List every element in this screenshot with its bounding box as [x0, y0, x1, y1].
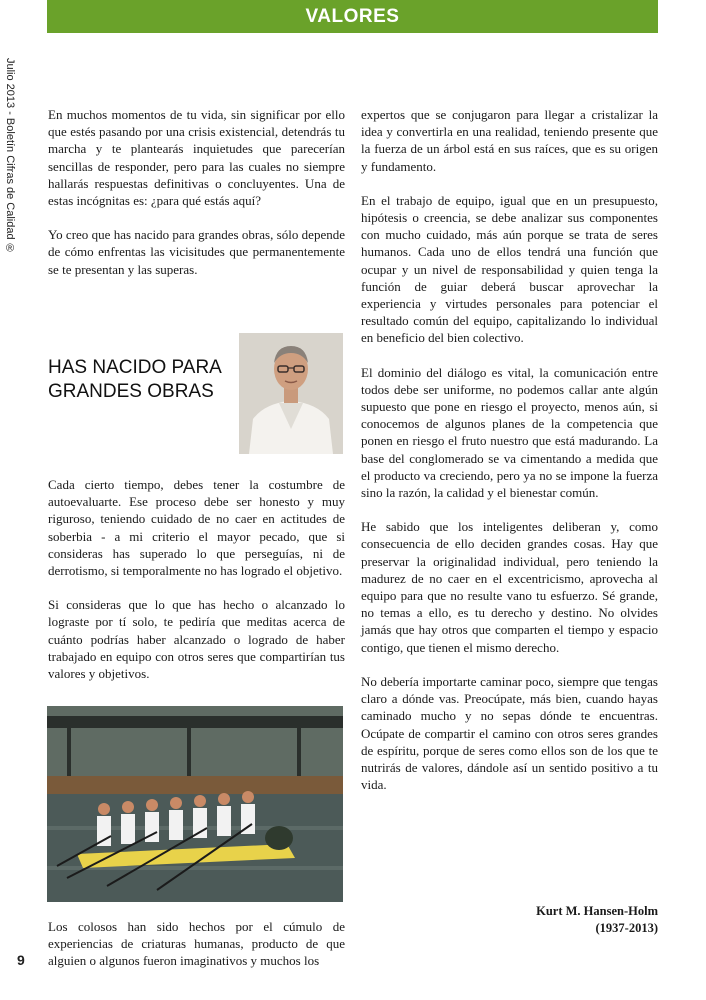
- paragraph: Cada cierto tiempo, debes tener la costumbre de autoevaluarte. Ese proceso debe ser honesto y muy riguroso, teniendo cuidado de no caer en actitudes de soberbia - a mi criterio el mayor pecado, que si consideras has superado lo que perseguías, ni de derrotismo, si temporalmente no has logrado el objetivo.: [48, 477, 345, 579]
- author-name: Kurt M. Hansen-Holm: [536, 904, 658, 918]
- paragraph: En el trabajo de equipo, igual que en un presupuesto, hipótesis o creencia, se debe analizar sus componentes con mucho cuidado, más aún porque se trata de seres humanos. Cada uno de ellos tendrá una función que ocupar y un nivel de responsabilidad y quien tenga la función de guiar deberá buscar aprovechar la experiencia y virtudes personales para potenciar el resultado común del equipo, capitalizando lo individual en beneficio del bien colectivo.: [361, 192, 658, 346]
- rowing-team-photo: [47, 706, 343, 902]
- page-number: 9: [17, 952, 25, 968]
- right-column: [361, 106, 658, 793]
- author-portrait-photo: [239, 333, 343, 454]
- section-header-bar: [47, 0, 658, 33]
- section-title: VALORES: [305, 5, 400, 27]
- paragraph: Los colosos han sido hechos por el cúmulo de experiencias de criaturas humanas, producto de que alguien o algunos fueron imaginativos y muchos los: [48, 919, 345, 969]
- left-column-top: [48, 106, 345, 278]
- paragraph: El dominio del diálogo es vital, la comunicación entre todos debe ser uniforme, no podemos callar ante algún supuesto que pone en riesgo el proyecto, menos aún, si conocemos de algunos planes de la competencia que ponen en riesgo el fruto nuestro que está madurando. La base del conglomerado se va cimentando a medida que el producto va creciendo, pero ya no se impone la fuerza sino la razón, la calidad y el bienestar común.: [361, 364, 658, 501]
- paragraph: No debería importarte caminar poco, siempre que tengas claro a dónde vas. Preocúpate, más bien, cuando hayas caminado mucho y no sepas dónde te encuentras. Ocúpate de compartir el camino con otros seres grandes de espíritu, porque de seres como ellos son de los que te nutrirás de valores, dándole así un sentido positivo a tu vida.: [361, 673, 658, 793]
- article-heading: HAS NACIDO PARA GRANDES OBRAS: [48, 357, 221, 402]
- paragraph: Si consideras que lo que has hecho o alcanzado lo lograste por tí solo, te pediría que meditas acerca de cuánto podrías haber alcanzado o logrado de haber trabajado en equipo con otros seres que compartirían tus valores y objetivos.: [48, 597, 345, 682]
- author-years: (1937-2013): [595, 921, 658, 935]
- paragraph: En muchos momentos de tu vida, sin significar por ello que estés pasando por una crisis existencial, detendrás tu marcha y te plantearás inquietudes que parecerían sencillas de responder, pero para las cuales no siempre hallarás respuestas definitivas o concluyentes. Una de estas incógnitas es: ¿para qué estás aquí?: [48, 107, 345, 209]
- left-column-bottom: [48, 918, 345, 970]
- vertical-publication-label: Julio 2013 - Boletín Cifras de Calidad ®: [4, 58, 16, 255]
- left-column-middle: [48, 476, 345, 682]
- paragraph: He sabido que los inteligentes deliberan y, como consecuencia de ello deciden grandes cosas. Hay que preservar la originalidad individual, pero teniendo la madurez de no caer en el excentricismo, aprovecha al equipo para que no resulte vano tu esfuerzo. Sé grande, no temas a ello, es tu derecho y destino. No olvides jamás que hay otros que comparten el tiempo y espacio contigo, que tienen el mismo derecho.: [361, 519, 658, 655]
- paragraph: Yo creo que has nacido para grandes obras, sólo depende de cómo enfrentas las vicisitudes que permanentemente se te presentan y las superas.: [48, 227, 345, 277]
- paragraph: expertos que se conjugaron para llegar a cristalizar la idea y convertirla en una realidad, teniendo presente que la fuerza de un árbol está en sus raíces, que es su origen y fundamento.: [361, 107, 658, 174]
